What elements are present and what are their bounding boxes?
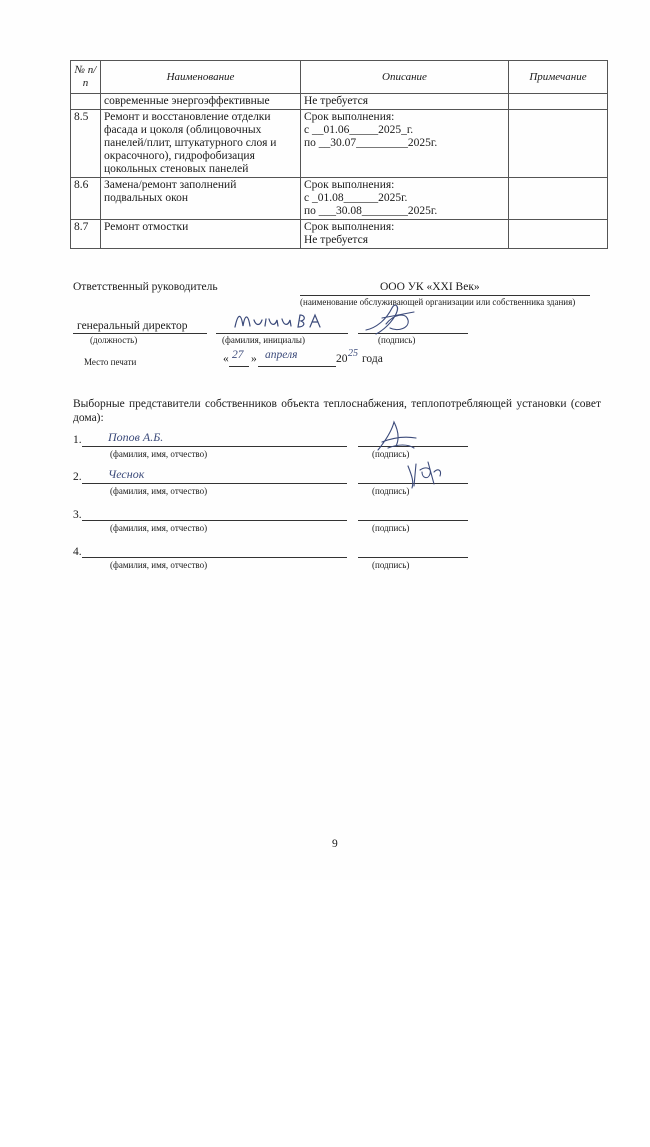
cell-note	[509, 94, 608, 110]
date-month-line	[258, 366, 336, 367]
rep-1-number: 1.	[73, 434, 82, 446]
table-row	[71, 178, 608, 220]
handwritten-date-month: апреля	[265, 349, 298, 361]
position-line	[73, 333, 207, 334]
cell-name: Замена/ремонт заполнений подвальных окон	[101, 178, 301, 220]
rep-3-number: 3.	[73, 509, 82, 521]
header-name: Наименование	[101, 61, 301, 94]
header-num: № п/п	[71, 61, 101, 94]
cell-note	[509, 220, 608, 249]
cell-num: 8.6	[71, 178, 101, 220]
cell-name: Ремонт и восстановление отделки фасада и цоколя (облицовочных панелей/плит, штукатурного слоя и окрасочного), гидрофобизация цокольных стеновых панелей	[101, 110, 301, 178]
rep-2-signature-caption: (подпись)	[372, 486, 410, 496]
position-value: генеральный директор	[77, 320, 188, 332]
cell-name: современные энергоэффективные	[101, 94, 301, 110]
page-number: 9	[332, 838, 338, 850]
rep-1-signature-caption: (подпись)	[372, 449, 410, 459]
rep-4-name-caption: (фамилия, имя, отчество)	[110, 560, 208, 570]
representatives-intro: Выборные представители собственников объекта теплоснабжения, теплопотребляющей установки (совет дома):	[73, 398, 601, 424]
page-margin	[0, 880, 650, 1147]
date-close-quote: »	[251, 353, 257, 365]
rep-3-signature-line	[358, 520, 468, 521]
rep-4-signature-caption: (подпись)	[372, 560, 410, 570]
rep-3-name-line	[82, 520, 347, 521]
rep-2-number: 2.	[73, 471, 82, 483]
rep-2-name-caption: (фамилия, имя, отчество)	[110, 486, 208, 496]
rep-4-signature-line	[358, 557, 468, 558]
handwritten-manager-name	[232, 309, 332, 333]
rep-4-number: 4.	[73, 546, 82, 558]
rep-2-handwritten-name: Чеснок	[108, 467, 145, 481]
rep-4-name-line	[82, 557, 347, 558]
signature-caption: (подпись)	[378, 335, 416, 345]
cell-num: 8.7	[71, 220, 101, 249]
table-row	[71, 220, 608, 249]
rep-1-name-caption: (фамилия, имя, отчество)	[110, 449, 208, 459]
name-caption: (фамилия, инициалы)	[222, 335, 305, 345]
responsible-label: Ответственный руководитель	[73, 281, 218, 293]
date-day-line	[229, 366, 249, 367]
rep-3-name-caption: (фамилия, имя, отчество)	[110, 523, 208, 533]
organization-line	[300, 295, 590, 296]
cell-desc: Срок выполнения: с _01.08______2025г. по ___30.08________2025г.	[301, 178, 509, 220]
cell-num	[71, 94, 101, 110]
name-line	[216, 333, 348, 334]
table-row	[71, 94, 608, 110]
position-caption: (должность)	[90, 335, 138, 345]
table-header-row	[71, 61, 608, 94]
cell-desc: Срок выполнения: с __01.06_____2025_г. по __30.07_________2025г.	[301, 110, 509, 178]
organization-name: ООО УК «XXI Век»	[380, 281, 480, 293]
rep-2-name-line	[82, 483, 347, 484]
date-year-prefix: 20	[336, 353, 348, 365]
header-desc: Описание	[301, 61, 509, 94]
cell-desc: Не требуется	[301, 94, 509, 110]
rep-3-signature-caption: (подпись)	[372, 523, 410, 533]
cell-note	[509, 110, 608, 178]
header-note: Примечание	[509, 61, 608, 94]
organization-caption: (наименование обслуживающей организации или собственника здания)	[300, 297, 576, 307]
rep-1-name-line	[82, 446, 347, 447]
cell-note	[509, 178, 608, 220]
handwritten-date-year: 25	[348, 348, 358, 359]
works-table	[70, 60, 608, 249]
rep-2-signature	[404, 456, 444, 490]
cell-desc: Срок выполнения: Не требуется	[301, 220, 509, 249]
manager-signature	[362, 300, 422, 338]
handwritten-date-day: 27	[232, 349, 244, 361]
cell-num: 8.5	[71, 110, 101, 178]
stamp-place: Место печати	[84, 357, 137, 367]
table-row	[71, 110, 608, 178]
rep-1-handwritten-name: Попов А.Б.	[108, 430, 164, 444]
date-word: года	[362, 353, 383, 365]
date-open-quote: «	[223, 353, 229, 365]
cell-name: Ремонт отмостки	[101, 220, 301, 249]
